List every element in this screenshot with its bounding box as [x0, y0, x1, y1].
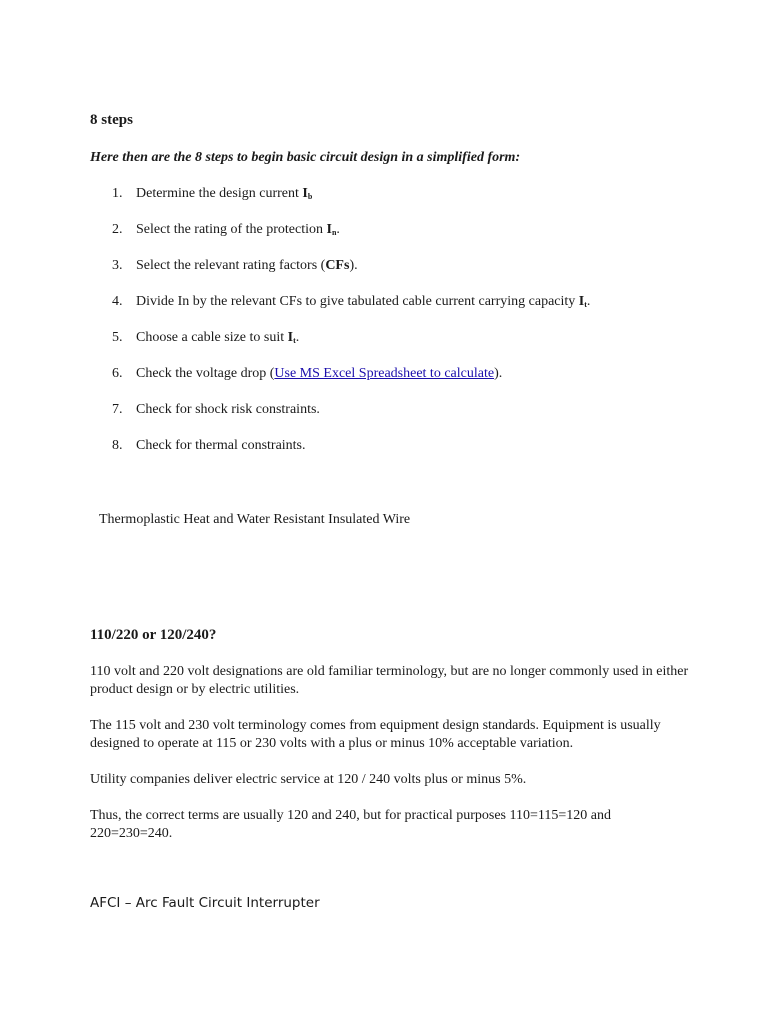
step-number: 5.: [112, 330, 123, 345]
current-symbol: $I_t$: [578, 294, 587, 309]
step-text: Select the rating of the protection $I_n$.: [136, 222, 340, 237]
step-text: Check for thermal constraints.: [136, 438, 306, 453]
step-text: Choose a cable size to suit $I_t$.: [136, 330, 300, 345]
paragraph-2: The 115 volt and 230 volt terminology comes from equipment design standards. Equipment is usually designed to operate at 115 or 230 volts with a plus or minus 10% acceptable variation.: [90, 718, 661, 751]
current-symbol: $I_n$: [326, 222, 337, 237]
step-number: 2.: [112, 222, 123, 237]
section-heading-voltage: 110/220 or 120/240?: [90, 627, 217, 643]
step-number: 7.: [112, 402, 123, 417]
step-text: Check the voltage drop (Use MS Excel Spreadsheet to calculate).: [136, 366, 503, 381]
step-text: Check for shock risk constraints.: [136, 402, 320, 417]
current-symbol: $I_t$: [287, 330, 296, 345]
afci-heading: AFCI – Arc Fault Circuit Interrupter: [90, 895, 320, 911]
step-number: 4.: [112, 294, 123, 309]
section-heading-8-steps: 8 steps: [90, 112, 133, 128]
step-text: Divide In by the relevant CFs to give tabulated cable current carrying capacity $I_t$.: [136, 294, 591, 309]
current-symbol: $I_b$: [302, 186, 313, 201]
rating-factors-abbrev: CFs: [325, 258, 350, 273]
spreadsheet-link[interactable]: Use MS Excel Spreadsheet to calculate: [274, 366, 495, 381]
wire-caption: Thermoplastic Heat and Water Resistant Insulated Wire: [99, 512, 411, 527]
step-number: 1.: [112, 186, 123, 201]
paragraph-3: Utility companies deliver electric service at 120 / 240 volts plus or minus 5%.: [90, 772, 527, 787]
step-text: Determine the design current $I_b$: [136, 186, 313, 201]
step-number: 3.: [112, 258, 123, 273]
paragraph-4: Thus, the correct terms are usually 120 and 240, but for practical purposes 110=115=120 and 220=230=240.: [90, 808, 611, 841]
paragraph-1: 110 volt and 220 volt designations are old familiar terminology, but are no longer commonly used in either product design or by electric utilities.: [90, 664, 689, 697]
step-number: 8.: [112, 438, 123, 453]
step-text: Select the relevant rating factors (CFs).: [136, 258, 358, 273]
steps-intro: Here then are the 8 steps to begin basic circuit design in a simplified form:: [90, 150, 521, 165]
step-number: 6.: [112, 366, 123, 381]
